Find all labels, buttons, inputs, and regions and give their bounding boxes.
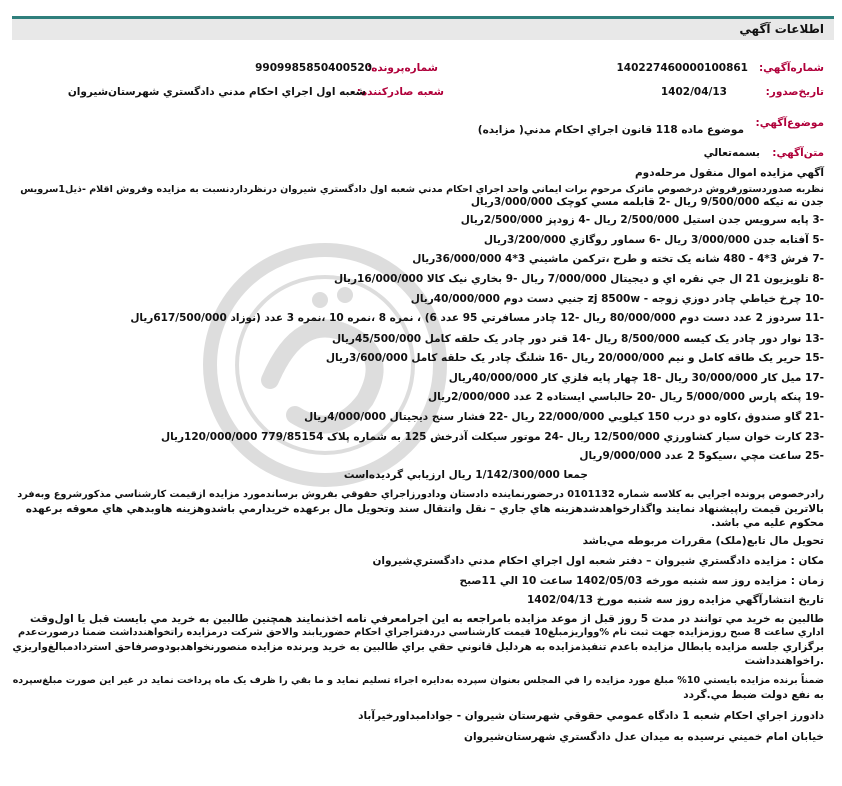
body-line: -21 گاو صندوق ،کاوه دو درب 150 کيلويي 22/000/000 ريال -22 فشار سنج ديجيتال 4/000/000ريال — [304, 411, 824, 423]
delivery-note: تحويل مال تابع(ملک) مقررات مربوطه مي‌باشد — [582, 535, 824, 547]
body-line: طالبين به خريد مي توانند در مدت 5 روز قبل از موعد مزايده بامراجعه به اين اجرامعرفي نامه اخذنمايند همچنين طالبين به خريد مي بايست قبل يا اول‌وقت — [30, 613, 824, 625]
issuer-label: شعبه صادر‌کننده: — [356, 86, 444, 98]
body-line: نظربه صدوردستورفروش درخصوص ماترک مرحوم برات ايماني واحد اجراي احکام مدني شعبه اول دادگستري شيروان درنظرداردنسبت به مزايده وفروش اقلام -ذيل1سرويس — [20, 184, 824, 195]
body-line: -3 پايه سرويس جدن استيل 2/500/000 ريال -4 زودپز 2/500/000ريال — [460, 214, 824, 226]
body-line: -23 کارت خوان سيار کشاورزي 12/500/000 ريال -24 موتور سيکلت آذرخش 125 به شماره پلاک 779/85154 120/000/000ريال — [160, 431, 824, 443]
publish-date: تاريخ انتشارآگهي مزايده روز سه شنبه مورخ 1402/04/13 — [526, 594, 824, 606]
signature-line: دادورز اجراي احکام شعبه 1 دادگاه عمومي حقوقي شهرستان شيروان - جوادامبداورخيرآباد — [358, 710, 824, 722]
issue-date-label: تاريخ‌صدور: — [765, 86, 824, 98]
body-line: جدن نه تيکه 9/500/000 ريال -2 قابلمه مسي کوچک 3/000/000ريال — [470, 196, 824, 208]
body-line: برگزاري جلسه مزايده يابطال مزايده باعدم تنفيذمزايده به هردليل قانوني حقي براي طالبين به خريد وبرنده مزايده منصورنخواهدبودوصرفاحق استردادمبالغ‌واريزي — [12, 641, 824, 653]
total-line: جمعا 1/142/300/000 ريال ارزيابي گرديده‌است — [343, 469, 588, 481]
body-line: -11 سردوز 2 عدد دست دوم 80/000/000 ريال -12 چادر مسافرتي 95 عدد 6) ، نمره 8 ،نمره 10 ،نمره 3 عدد (نوزاد 617/500/000ريال — [130, 312, 824, 324]
body-line: محکوم عليه مي باشد. — [711, 517, 824, 529]
body-line: ضمناً برنده مزايده بايستي 10% مبلغ مورد مزايده را في المجلس بعنوان سپرده به‌دايره اجراء تسليم نمايد و ما بقي را ظرف يک ماه پرداخت نمايد در غير اين صورت مبلغ‌سپرده — [12, 675, 824, 686]
address-line: خيابان امام خميني نرسيده به ميدان عدل دادگستري شهرستان‌شيروان — [464, 731, 824, 743]
auction-time: زمان : مزايده روز سه شنبه مورخه 1402/05/03 ساعت 10 الي 11صبح — [459, 575, 824, 587]
body-line: بالاترين قيمت راپيشنهاد نمايند واگذارخواهدشدهزينه هاي جاري – نقل وانتقال سند وتحويل مال برعهده خريدارمي باشدوهزينه هاوبدهي هاي معوقه برعهده — [25, 503, 824, 515]
ad-number-value: 140227460000100861 — [616, 62, 748, 74]
body-line: -25 ساعت مچي ،سيکو5 2 عدد 9/000/000ريال — [579, 450, 824, 462]
auction-location: مکان : مزايده دادگستري شيروان – دفتر شعبه اول اجراي احکام مدني دادگستري‌شيروان — [372, 555, 824, 567]
body-line: .راخواهندداشت — [744, 655, 824, 667]
ad-text-note: بسمه‌تعالي — [703, 147, 760, 159]
body-line: -8 تلويزيون 21 ال جي نقره اي و ديجيتال 7/000/000 ريال -9 بخاري نيک کالا 16/000/000ريال — [334, 273, 824, 285]
body-line: رادرخصوص پرونده اجرايي به کلاسه شماره 0101132 درحضورنماينده دادستان ودادورزاجراي حقوقي بفروش برساندمورد مزايده ازقيمت کارشناسي مذکورشروع وبه‌فرد — [17, 489, 824, 500]
body-line: -13 نوار دور چادر يک کيسه 8/500/000 ريال -14 قنر دور چادر يک حلقه کامل 45/500/000ريال — [331, 333, 824, 345]
ad-text-label: متن‌آگهي: — [772, 147, 824, 159]
subject-value: موضوع ماده 118 قانون اجراي احکام مدني( مزايده) — [477, 124, 744, 136]
issuer-value: شعبه اول اجراي احکام مدني دادگستري شهرستان‌شيروان — [67, 86, 366, 98]
subject-label: موضوع‌آگهي: — [755, 117, 824, 129]
issue-date-value: 1402/04/13 — [660, 86, 727, 98]
body-line: آگهي مزايده اموال منقول مرحله‌دوم — [634, 167, 824, 179]
body-line: اداري ساعت 8 صبح روزمزايده جهت ثبت نام %وواريزمبلغ10 قيمت کارشناسي دردفتراجراي احکام حضوريابند والاحق شرکت درمزايده راتخواهندداشت ضمنا درصورت‌عدم — [18, 627, 824, 638]
ad-info-title: اطلاعات آگهي — [739, 22, 824, 36]
body-line: به نفع دولت ضبط مي.گردد — [683, 689, 824, 701]
file-number-label: شماره‌پرونده: — [367, 62, 438, 74]
ad-number-label: شماره‌آگهي: — [758, 62, 824, 74]
file-number-value: 9909985850400520 — [255, 62, 372, 74]
body-line: -19 پنکه پارس 5/000/000 ريال -20 حالباسي ايستاده 2 عدد 2/000/000ريال — [428, 391, 824, 403]
ad-info-header — [12, 16, 834, 40]
body-line: -7 فرش 3*4 - 480 شانه يک تخته و طرح ،ترکمن ماشيني 3*4 36/000/000ريال — [412, 253, 824, 265]
body-line: -15 حرير يک طاقه کامل و نيم 20/000/000 ريال -16 شلنگ چادر يک حلقه کامل 3/600/000ريال — [325, 352, 824, 364]
body-line: -5 آفتابه جدن 3/000/000 ريال -6 سماور روگازي 3/200/000ريال — [483, 234, 824, 246]
body-line: -10 چرخ خياطي چادر دوزي زوجه - zj 8500w جنيي دست دوم 40/000/000ريال — [410, 293, 824, 305]
body-line: -17 ميل کار 30/000/000 ريال -18 چهار پايه فلزي کار 40/000/000ريال — [448, 372, 824, 384]
